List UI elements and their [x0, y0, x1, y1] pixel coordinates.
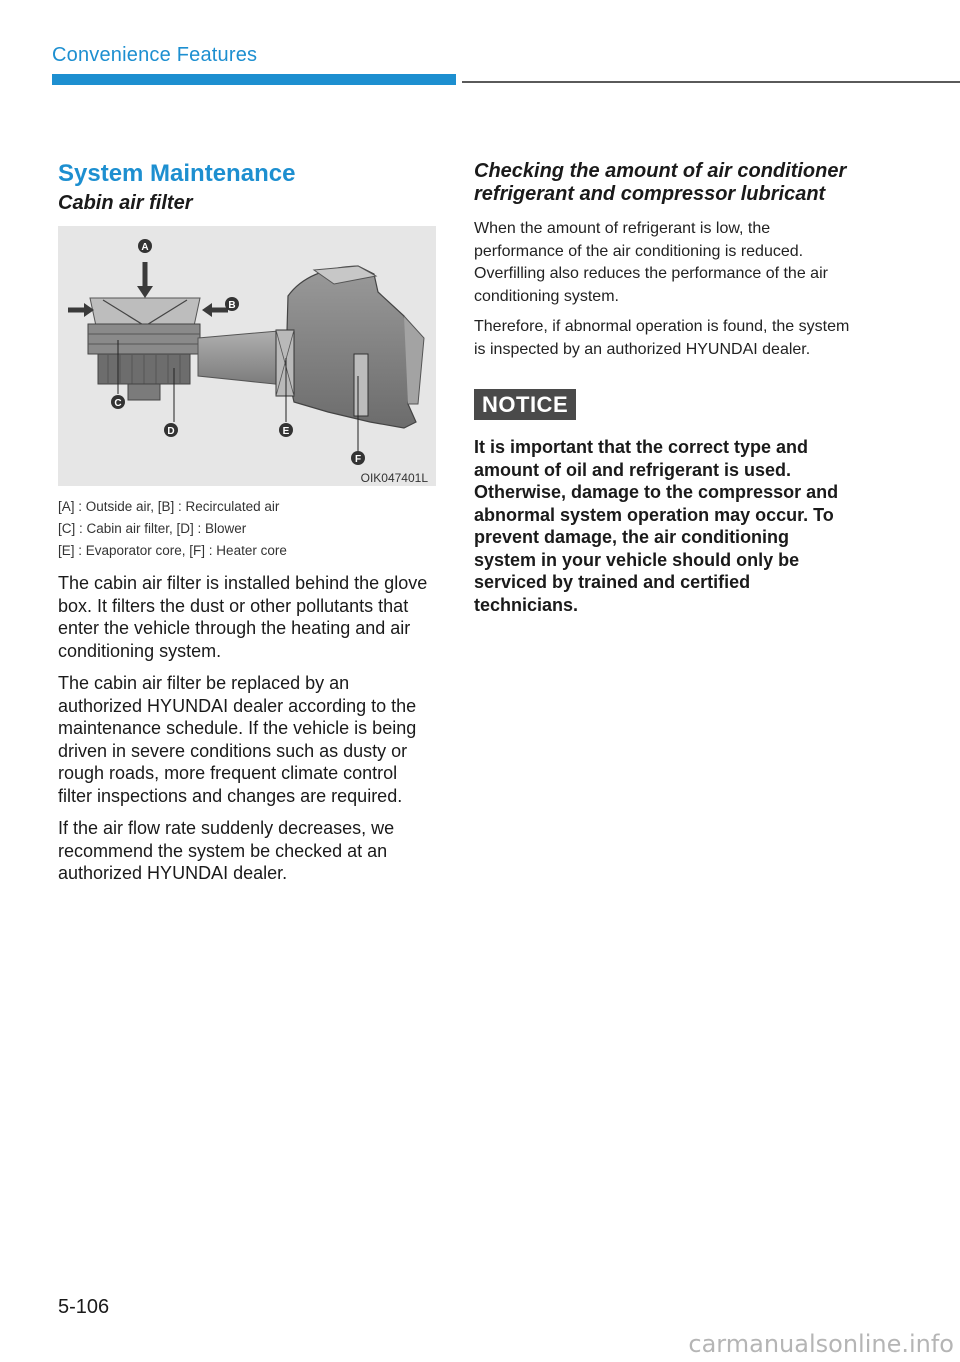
- legend-line: [E] : Evaporator core, [F] : Heater core: [58, 543, 287, 558]
- body-paragraph: Therefore, if abnormal operation is found, the system is inspected by an authorized HYUNDAI dealer.: [474, 318, 850, 358]
- watermark-text[interactable]: carmanualsonline.info: [688, 1330, 954, 1358]
- callout-d: [164, 423, 178, 437]
- callout-e-label: E: [282, 426, 290, 437]
- notice-text: It is important that the correct type and amount of oil and refrigerant is used. Otherwise, damage to the compressor and abnormal system operation may occur. To prevent damage, the air conditioning system in your vehicle should only be serviced by trained and certified technicians.: [474, 437, 839, 615]
- right-column: [474, 156, 850, 616]
- page-number: 5-106: [58, 1296, 110, 1318]
- legend-line: [A] : Outside air, [B] : Recirculated air: [58, 499, 280, 514]
- legend-line: [C] : Cabin air filter, [D] : Blower: [58, 521, 247, 536]
- body-paragraph: The cabin air filter be replaced by an authorized HYUNDAI dealer according to the maintenance schedule. If the vehicle is being driven in severe conditions such as dusty or rough roads, more frequent climate control filter inspections and changes are required.: [58, 673, 417, 806]
- callout-f: [351, 451, 365, 465]
- running-header: Convenience Features: [52, 44, 258, 66]
- body-paragraph: When the amount of refrigerant is low, the performance of the air conditioning is reduced. Overfilling also reduces the performance of the air conditioning system.: [474, 220, 828, 305]
- callout-b: [225, 297, 239, 311]
- callout-f-label: F: [354, 454, 362, 465]
- figure-legend: [58, 496, 436, 562]
- callout-b-label: B: [228, 300, 236, 311]
- body-paragraph: The cabin air filter is installed behind the glove box. It filters the dust or other pollutants that enter the vehicle through the heating and air conditioning system.: [58, 573, 428, 661]
- callout-a-label: A: [141, 242, 149, 253]
- body-paragraph: If the air flow rate suddenly decreases, we recommend the system be checked at an authorized HYUNDAI dealer.: [58, 818, 395, 883]
- callout-c-label: C: [114, 398, 122, 409]
- notice-badge: NOTICE: [474, 389, 576, 420]
- header-rule: [462, 81, 960, 83]
- callout-c: [111, 395, 125, 409]
- figure-code: OIK047401L: [360, 471, 428, 485]
- callout-d-label: D: [167, 426, 175, 437]
- refrigerant-section-title: Checking the amount of air conditioner refrigerant and compressor lubricant: [474, 160, 847, 205]
- hvac-diagram: [58, 226, 436, 486]
- section-title: System Maintenance: [58, 160, 296, 187]
- hvac-diagram-figure: [58, 226, 436, 486]
- callout-a: [138, 239, 152, 253]
- header-accent-bar: [52, 74, 456, 85]
- left-column: [58, 156, 436, 885]
- subsection-title: Cabin air filter: [58, 192, 193, 214]
- callout-e: [279, 423, 293, 437]
